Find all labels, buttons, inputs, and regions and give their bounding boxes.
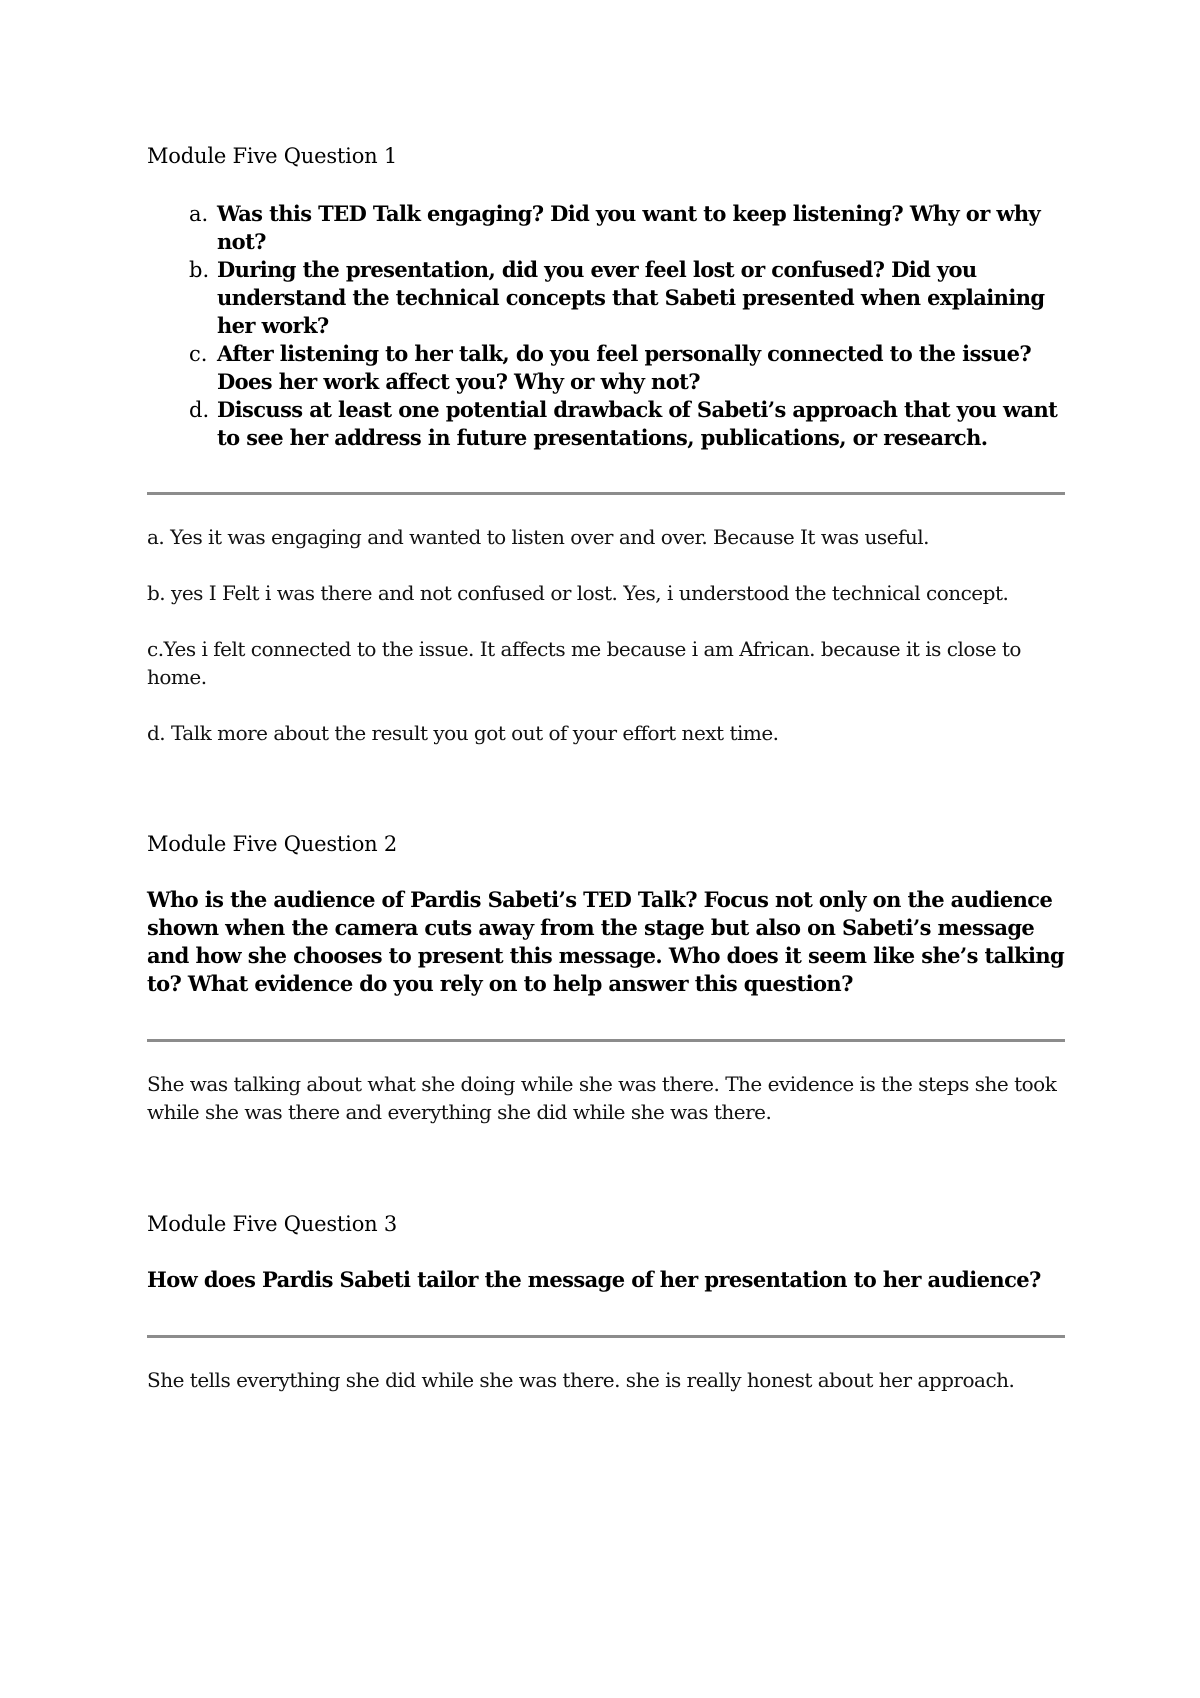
question-1-prompt-b (147, 256, 1065, 340)
question-2-title: Module Five Question 2 (147, 832, 398, 856)
prompt-text: Discuss at least one potential drawback of Sabeti’s approach that you want to see her address in future presentations, publications, or research. (217, 397, 1058, 450)
question-1-answer-d: d. Talk more about the result you got out of your effort next time. (147, 721, 779, 745)
question-2-section (147, 830, 1065, 1126)
document-page (147, 142, 1065, 1394)
question-1-section (147, 142, 1065, 747)
question-1-prompt-list (147, 200, 1065, 452)
question-3-prompt: How does Pardis Sabeti tailor the message of her presentation to her audience? (147, 1267, 1041, 1292)
question-2-divider (147, 1039, 1065, 1042)
question-3-title: Module Five Question 3 (147, 1212, 398, 1236)
prompt-text: Was this TED Talk engaging? Did you want to keep listening? Why or why not? (217, 201, 1041, 254)
question-3-section (147, 1210, 1065, 1394)
question-1-answer-b: b. yes I Felt i was there and not confused or lost. Yes, i understood the technical concept. (147, 581, 1009, 605)
question-1-prompt-d (147, 396, 1065, 452)
question-1-prompt-c (147, 340, 1065, 396)
prompt-marker: a. (189, 202, 209, 226)
prompt-text: During the presentation, did you ever feel lost or confused? Did you understand the technical concepts that Sabeti presented when explaining her work? (217, 257, 1045, 338)
prompt-marker: d. (189, 398, 210, 422)
question-3-divider (147, 1335, 1065, 1338)
question-1-answer-c: c.Yes i felt connected to the issue. It affects me because i am African. because it is close to home. (147, 637, 1021, 689)
prompt-marker: c. (189, 342, 208, 366)
prompt-marker: b. (189, 258, 210, 282)
question-1-prompt-a (147, 200, 1065, 256)
question-1-divider (147, 492, 1065, 495)
question-1-answer-a: a. Yes it was engaging and wanted to listen over and over. Because It was useful. (147, 525, 930, 549)
question-1-title: Module Five Question 1 (147, 144, 398, 168)
question-3-answer: She tells everything she did while she was there. she is really honest about her approach. (147, 1368, 1015, 1392)
question-2-answer: She was talking about what she doing while she was there. The evidence is the steps she took while she was there and everything she did while she was there. (147, 1072, 1057, 1124)
question-2-prompt: Who is the audience of Pardis Sabeti’s TED Talk? Focus not only on the audience shown when the camera cuts away from the stage but also on Sabeti’s message and how she chooses to present this message. Who does it seem like she’s talking to? What evidence do you rely on to help answer this question? (147, 887, 1065, 996)
prompt-text: After listening to her talk, do you feel personally connected to the issue? Does her work affect you? Why or why not? (217, 341, 1032, 394)
